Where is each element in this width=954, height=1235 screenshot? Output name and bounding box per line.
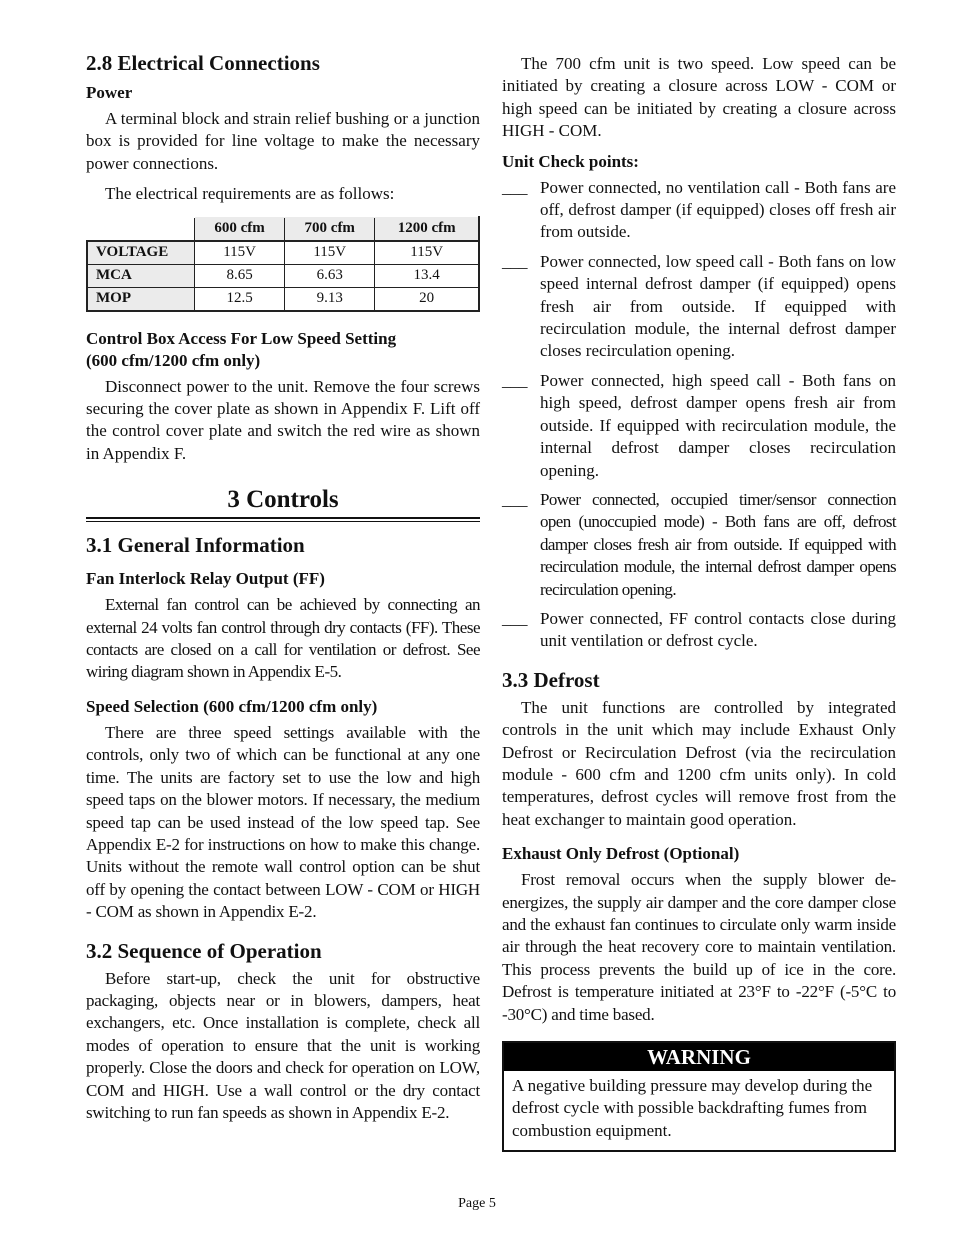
- section-3-3-title: 3.3 Defrost: [502, 667, 600, 692]
- check-text: Power connected, high speed call - Both fans on high speed, defrost damper opens fresh air from outside. If equipped with recirculation module, the internal defrost damper closes recirculation opening.: [540, 370, 896, 480]
- list-item: [502, 489, 896, 601]
- warning-title: WARNING: [504, 1043, 894, 1071]
- warning-box: [502, 1041, 896, 1152]
- table-cell: 6.63: [285, 264, 375, 287]
- defrost-paragraph: The unit functions are controlled by integrated controls in the unit which may include Exhaust Only Defrost or Recirculation Defrost (via the recirculation module - 600 cfm and 1200 cfm units only). In cold temperatures, defrost cycles will remove frost from the heat exchanger to maintain good operation.: [502, 697, 896, 829]
- row-label: MOP: [87, 287, 195, 311]
- table-cell: 20: [375, 287, 479, 311]
- check-blank: ___: [502, 177, 528, 197]
- control-box-heading: Control Box Access For Low Speed Setting: [86, 328, 397, 348]
- check-text: Power connected, occupied timer/sensor connection open (unoccupied mode) - Both fans are off, defrost damper closes fresh air from outside. If equipped with recirculation module, the internal defrost damper opens recirculation opening.: [540, 489, 896, 599]
- table-row: [87, 241, 479, 265]
- power-heading: Power: [86, 83, 133, 102]
- table-cell: 13.4: [375, 264, 479, 287]
- table-header: 600 cfm: [195, 217, 285, 241]
- check-text: Power connected, no ventilation call - Both fans are off, defrost damper (if equipped) closes off fresh air from outside.: [540, 177, 896, 242]
- section-2-8-title: 2.8 Electrical Connections: [86, 51, 320, 75]
- ff-heading: Fan Interlock Relay Output (FF): [86, 569, 325, 589]
- section-3-1-title: 3.1 General Information: [86, 533, 305, 558]
- page-number: Page 5: [458, 1196, 496, 1211]
- control-box-heading-sub: (600 cfm/1200 cfm only): [86, 350, 261, 370]
- check-blank: ___: [502, 608, 528, 628]
- section-3-2-title: 3.2 Sequence of Operation: [86, 938, 322, 963]
- power-paragraph: A terminal block and strain relief bushing or a junction box is provided for line voltage to make the necessary power connections.: [86, 109, 480, 173]
- exhaust-defrost-paragraph: Frost removal occurs when the supply blower de-energizes, the supply air damper and the core damper close and the exhaust fan continues to circulate only warm inside air through the heat recovery core to maintain ventilation. This process prevents the build up of ice in the core. Defrost is temperature initiated at 23°F to -22°F (-5°C to -30°C) and time based.: [502, 870, 896, 1024]
- exhaust-defrost-heading: Exhaust Only Defrost (Optional): [502, 844, 740, 864]
- control-box-paragraph: Disconnect power to the unit. Remove the four screws securing the cover plate as shown in Appendix F. Lift off the control cover plate and switch the red wire as shown in Appendix F.: [86, 376, 480, 463]
- left-column: [86, 48, 480, 1124]
- requirements-intro: The electrical requirements are as follows:: [105, 184, 395, 204]
- warning-text: A negative building pressure may develop during the defrost cycle with possible backdrafting fumes from combustion equipment.: [512, 1076, 873, 1140]
- check-text: Power connected, FF control contacts close during unit ventilation or defrost cycle.: [540, 608, 896, 651]
- table-cell: 115V: [375, 241, 479, 265]
- table-row: [87, 287, 479, 311]
- check-blank: ___: [502, 251, 528, 271]
- electrical-requirements-table: [86, 216, 480, 312]
- check-points-heading: Unit Check points:: [502, 151, 639, 171]
- speed-selection-heading: Speed Selection (600 cfm/1200 cfm only): [86, 696, 378, 716]
- check-text: Power connected, low speed call - Both fans on low speed internal defrost damper (if equipped) opens fresh air from outside. If equipped with recirculation module, the internal defrost damper closes recirculation opening.: [540, 251, 896, 361]
- ff-paragraph: External fan control can be achieved by connecting an external 24 volts fan control through dry contacts (FF). These contacts are closed on a call for ventilation or defrost. See wiring diagram shown in Appendix E-5.: [86, 595, 480, 682]
- sequence-paragraph: Before start-up, check the unit for obstructive packaging, objects near or in blowers, dampers, heat exchangers, etc. Once installation is complete, check all modes of operation to ensure that the unit is working properly. Close the doors and check for operation on LOW, COM and HIGH. Use a wall control or the dry contact switching to run fan speeds as shown in Appendix E-2.: [86, 968, 480, 1122]
- table-header: 700 cfm: [285, 217, 375, 241]
- table-header: 1200 cfm: [375, 217, 479, 241]
- check-blank: ___: [502, 489, 528, 509]
- speed-selection-paragraph: There are three speed settings available with the controls, only two of which can be functional at any one time. The units are factory set to use the low and high speed taps on the blower motors. If necessary, the medium speed tap can be used instead of the low speed tap. See Appendix E-2 for instructions on how to make this change. Units without the remote wall control option can be shut off by opening the contact between LOW - COM or HIGH - COM as shown in Appendix E-2.: [86, 722, 480, 922]
- table-cell: 9.13: [285, 287, 375, 311]
- list-item: [502, 370, 896, 482]
- two-speed-paragraph: The 700 cfm unit is two speed. Low speed can be initiated by creating a closure across LOW - COM or high speed can be initiated by creating a closure across HIGH - COM.: [502, 54, 896, 141]
- table-cell: 8.65: [195, 264, 285, 287]
- table-row: [87, 264, 479, 287]
- chapter-title: 3 Controls: [227, 486, 339, 514]
- row-label: MCA: [87, 264, 195, 287]
- check-blank: ___: [502, 370, 528, 390]
- right-column: [502, 48, 896, 1152]
- list-item: [502, 608, 896, 653]
- list-item: [502, 251, 896, 363]
- row-label: VOLTAGE: [87, 241, 195, 265]
- list-item: [502, 177, 896, 244]
- table-cell: 115V: [195, 241, 285, 265]
- table-cell: 115V: [285, 241, 375, 265]
- table-cell: 12.5: [195, 287, 285, 311]
- chapter-rule: [86, 517, 480, 522]
